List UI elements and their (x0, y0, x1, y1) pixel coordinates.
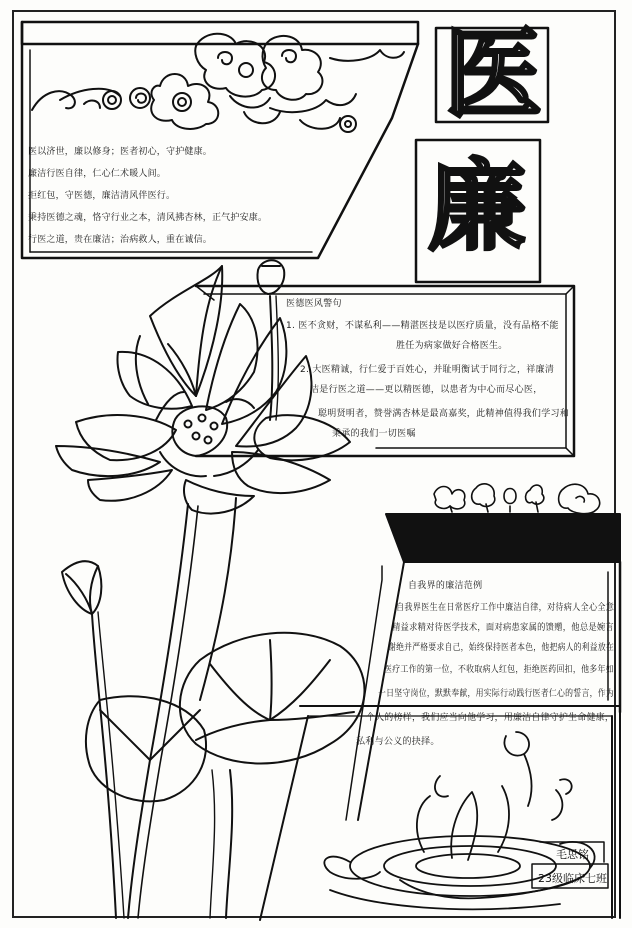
signature-name: 毛思铭 (556, 848, 589, 861)
bottom-panel-line: 个人的榜样，我们应当向他学习，用廉洁自律守护生命健康， (366, 713, 615, 723)
bottom-panel-line: 自我界医生在日常医疗工作中廉洁自律，对待病人全心全意 (396, 603, 615, 613)
bottom-panel-line: 谢绝并严格要求自己，始终保持医者本色，他把病人的利益放在 (388, 643, 615, 653)
bottom-panel-banner (386, 514, 620, 562)
bottom-panel-line: 精益求精对待医学技术，面对病患家属的馈赠，他总是婉言 (392, 623, 614, 633)
title-char-yi: 医 (444, 18, 543, 132)
title-char-lian: 廉 (428, 150, 527, 264)
bottom-panel-line: 私利与公义的抉择。 (356, 737, 440, 747)
bottom-panel-line: 医疗工作的第一位，不收取病人红包，拒绝医药回扣，他多年如 (384, 665, 614, 675)
top-panel-line: 医以济世，廉以修身；医者初心，守护健康。 (28, 147, 213, 157)
middle-panel-line: 秉承的我们一切医嘱 (332, 429, 416, 439)
bottom-panel-heading: 自我界的廉洁范例 (408, 581, 483, 591)
cloud-ornament (32, 34, 404, 132)
top-panel-line: 行医之道，贵在廉洁；治病救人，重在诚信。 (28, 235, 213, 245)
top-panel-line: 拒红包，守医德，廉洁清风伴医行。 (28, 191, 176, 201)
middle-panel-line: 1. 医不贪财，不谋私利——精湛医技是以医疗质量，没有品格不能 (286, 321, 559, 331)
bottom-panel-line: 一日坚守岗位，默默奉献，用实际行动践行医者仁心的誓言，作为 (378, 689, 614, 699)
lotus-flower-drawing (56, 260, 364, 918)
top-panel-line: 秉持医德之魂，恪守行业之本，清风拂杏林，正气护安康。 (28, 213, 268, 223)
flower-row-ornament (434, 484, 600, 514)
middle-panel-line: 洁是行医之道——更以精医德，以患者为中心而尽心医， (310, 385, 543, 395)
middle-panel-line: 2. 大医精诚，行仁爱于百姓心，并耻明衡试于同行之，祥廉清 (300, 365, 555, 375)
middle-panel-heading: 医德医风警句 (286, 299, 342, 309)
bottom-panel-frame (260, 562, 620, 920)
signature-class: 23级临床七班 (538, 872, 607, 885)
middle-panel-line: 胜任为病家做好合格医生。 (396, 341, 508, 351)
middle-panel-line: 聪明贤明者，赞誉满杏林是最高嘉奖，此精神值得我们学习和 (318, 409, 570, 419)
top-panel-line: 廉洁行医自律，仁心仁术暖人间。 (28, 169, 167, 179)
